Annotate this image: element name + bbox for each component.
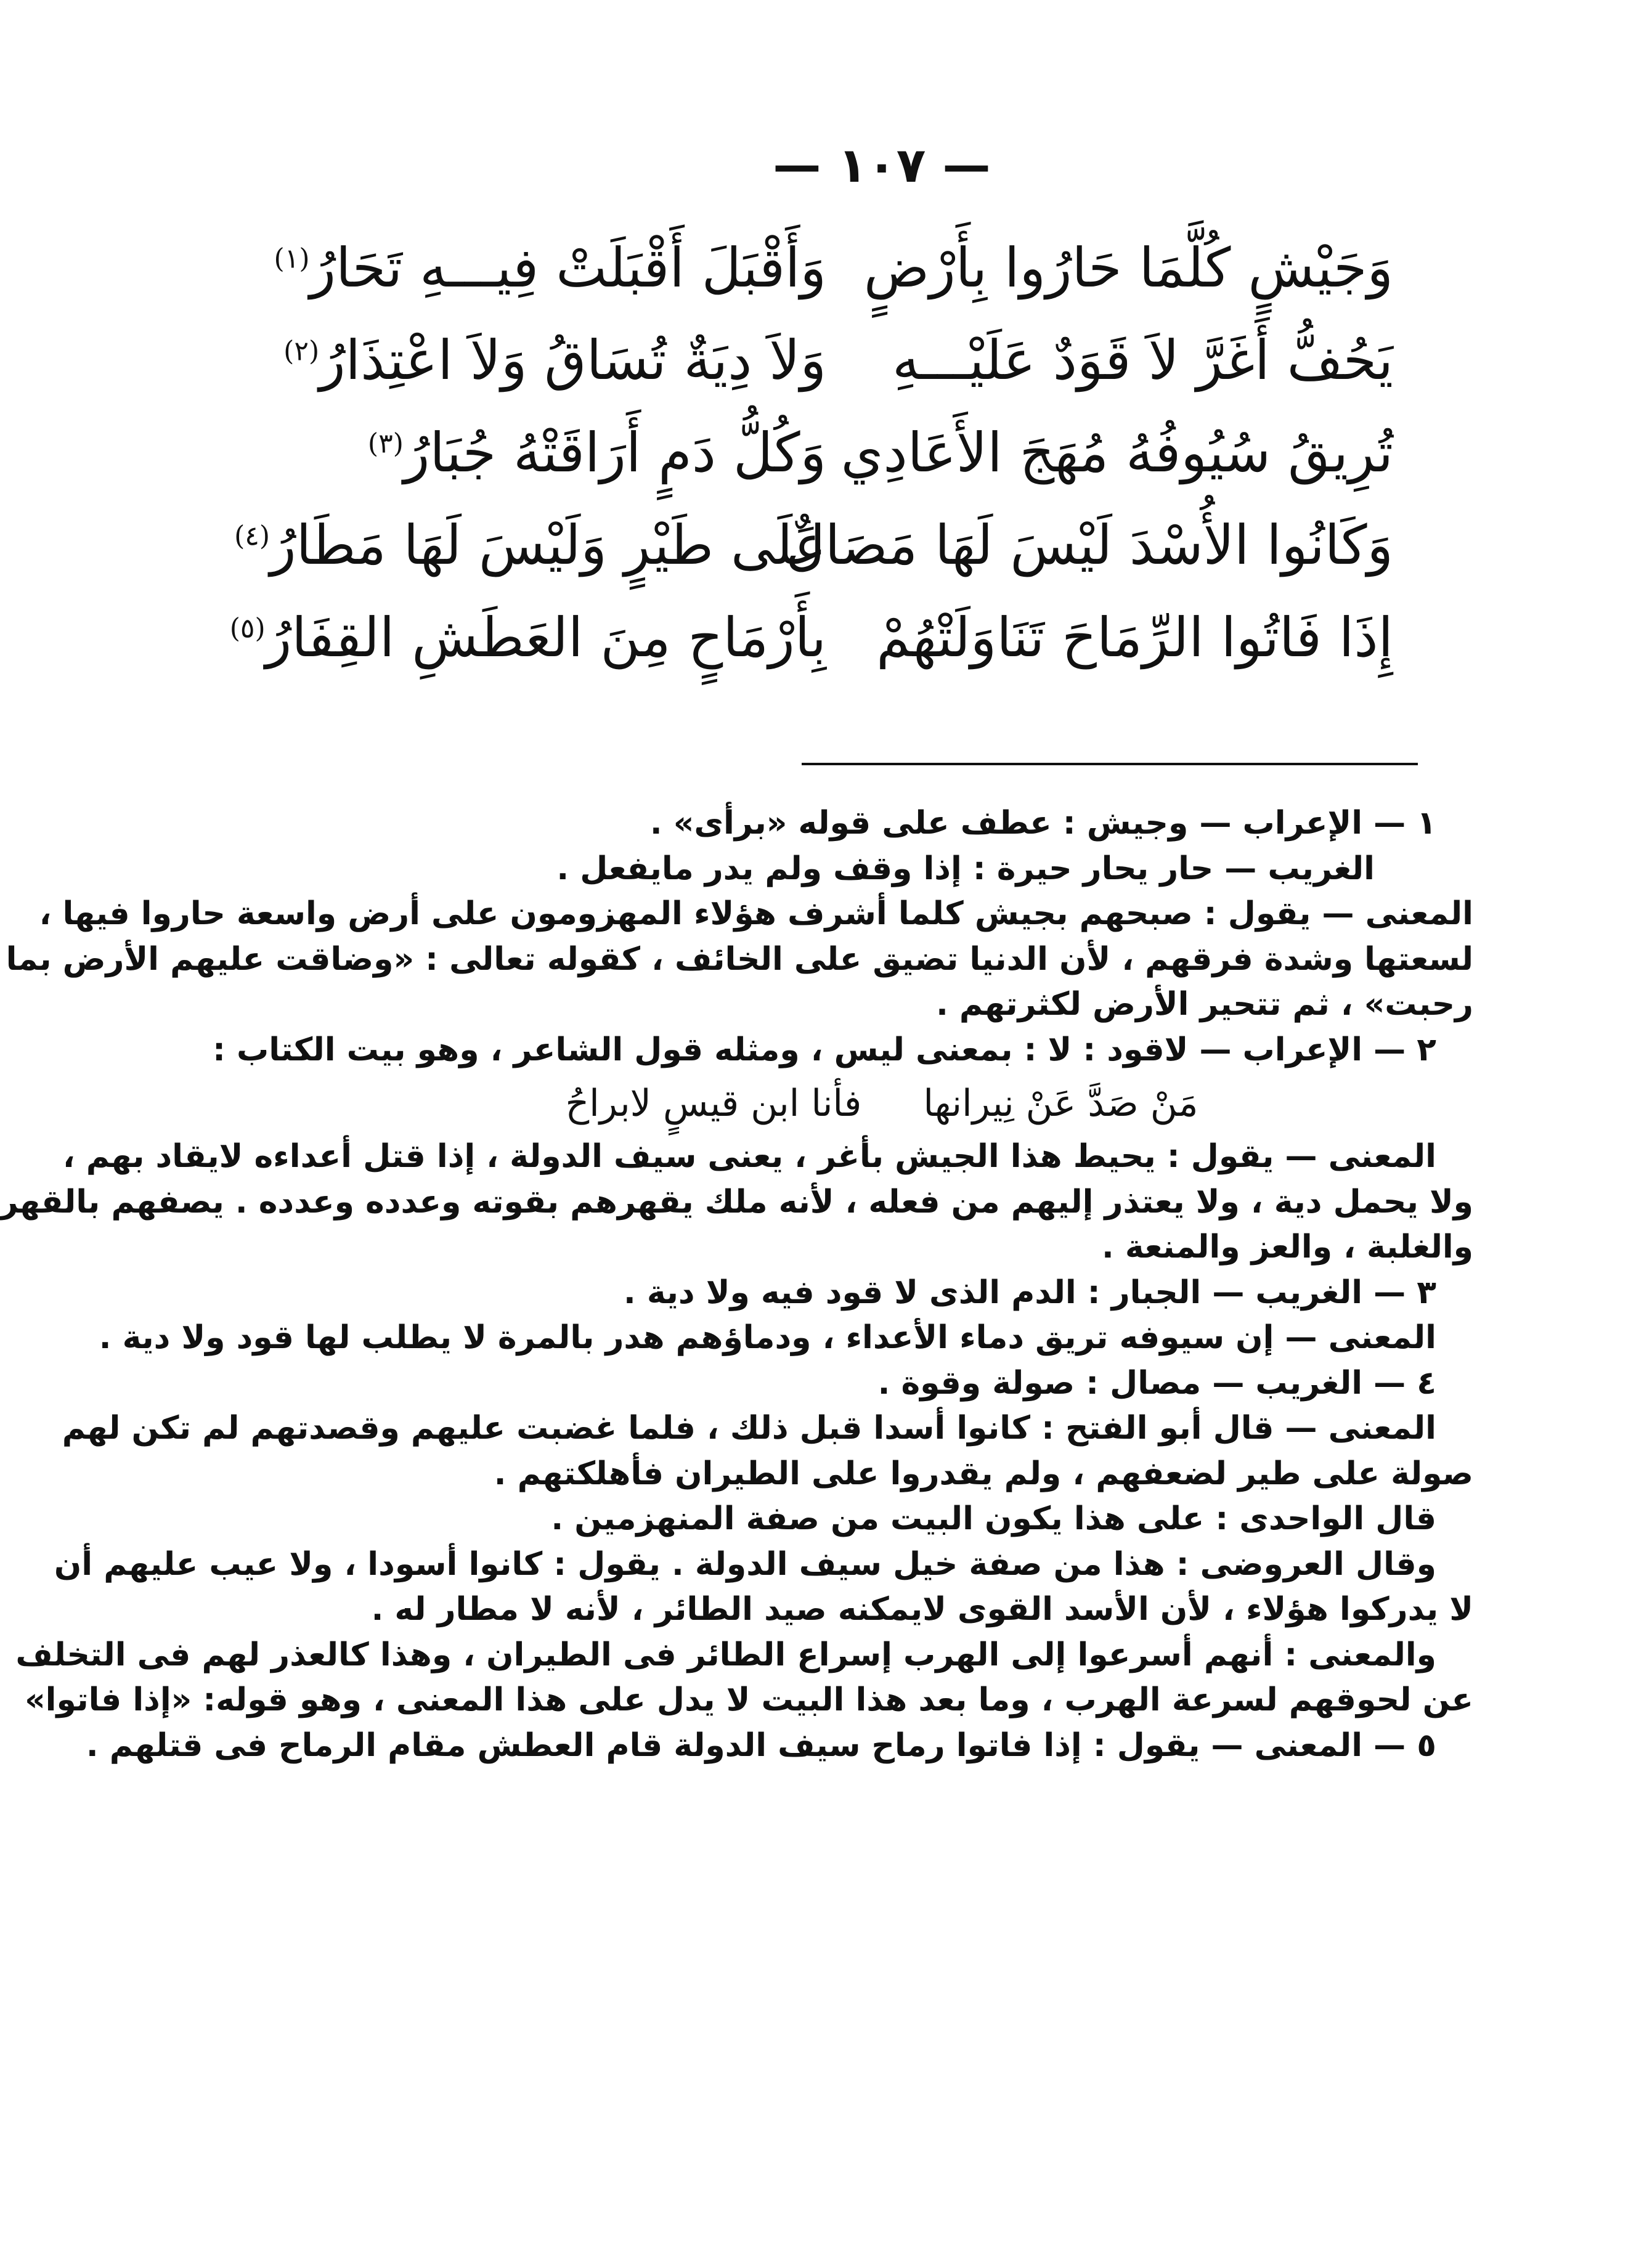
commentary-line: ٢ — الإعراب — لاقود : لا : بمعنى ليس ، ومثله قول الشاعر ، وهو بيت الكتاب : [213, 1031, 1436, 1068]
verse-second-hemistich [229, 606, 826, 669]
verse-first-hemistich: يَحُفُّ أَغَرَّ لاَ قَوَدٌ عَلَيْـــهِ [892, 328, 1393, 392]
verse-second-text: وَأَقْبَلَ أَقْبَلَتْ فِيـــهِ تَحَارُ [309, 236, 826, 299]
commentary-line: ولا يحمل دية ، ولا يعتذر إليهم من فعله ، لأنه ملك يقهرهم بقوته وعدده وعدده . يصفهم بالقهر [0, 1183, 1473, 1221]
footnote-marker: (١) [274, 243, 310, 275]
commentary-line: قال الواحدى : على هذا يكون البيت من صفة المنهزمين . [551, 1500, 1436, 1537]
verse-line [274, 222, 1393, 314]
commentary-line: ٥ — المعنى — يقول : إذا فاتوا رماح سيف الدولة قام العطش مقام الرماح فى قتلهم . [86, 1726, 1436, 1764]
commentary-line: والمعنى : أنهم أسرعوا إلى الهرب إسراع الطائر فى الطيران ، وهذا كالعذر لهم فى التخلف [15, 1636, 1436, 1673]
quoted-verse [290, 1073, 1473, 1134]
verse-first-hemistich: تُرِيقُ سُيُوفُهُ مُهَجَ الأَعَادِي [840, 421, 1393, 484]
quoted-verse-hemistich: مَنْ صَدَّ عَنْ نِيرانها [923, 1082, 1198, 1125]
commentary-line: المعنى — إن سيوفه تريق دماء الأعداء ، ودماؤهم هدر بالمرة لا يطلب لها قود ولا دية . [99, 1319, 1436, 1356]
verse-first-hemistich: إِذَا فَاتُوا الرِّمَاحَ تَنَاوَلَتْهُمْ [876, 606, 1393, 669]
footnote-marker: (٤) [234, 520, 271, 552]
verse-second-text: عَلَى طَيْرٍ وَلَيْسَ لَهَا مَطَارُ [270, 513, 826, 577]
commentary-line: عن لحوقهم لسرعة الهرب ، وما بعد هذا البيت لا يدل على هذا المعنى ، وهو قوله: «إذا فاتوا» [25, 1681, 1473, 1718]
commentary-line: المعنى — قال أبو الفتح : كانوا أسدا قبل ذلك ، فلما غضبت عليهم وقصدتهم لم تكن لهم [62, 1410, 1436, 1447]
verse-second-hemistich [274, 236, 826, 299]
verse-first-hemistich: وَكَانُوا الأُسْدَ لَيْسَ لَهَا مَصَالٌ [785, 513, 1393, 577]
poem-verses [229, 222, 1393, 684]
commentary-line: المعنى — يقول : صبحهم بجيش كلما أشرف هؤلاء المهزومون على أرض واسعة حاروا فيها ، [39, 895, 1473, 932]
commentary-line: لا يدركوا هؤلاء ، لأن الأسد القوى لايمكنه صيد الطائر ، لأنه لا مطار له . [371, 1591, 1473, 1628]
commentary-line: لسعتها وشدة فرقهم ، لأن الدنيا تضيق على الخائف ، كقوله تعالى : «وضاقت عليهم الأرض بما [6, 940, 1473, 978]
commentary-line: والغلبة ، والعز والمنعة . [1102, 1229, 1473, 1266]
verse-second-hemistich [296, 421, 826, 484]
verse-line [283, 314, 1393, 407]
footnote-marker: (٣) [367, 428, 404, 460]
commentary-line: المعنى — يقول : يحيط هذا الجيش بأغر ، يعنى سيف الدولة ، إذا قتل أعداءه لايقاد بهم ، [62, 1138, 1436, 1175]
commentary-line: رحبت» ، ثم تتحير الأرض لكثرتهم . [936, 986, 1473, 1023]
footnote-divider [802, 763, 1418, 765]
verse-second-hemistich [283, 328, 826, 392]
verse-line [296, 407, 1393, 499]
page-number: — ١٠٧ — [773, 138, 991, 193]
commentary-line: ٣ — الغريب — الجبار : الدم الذى لا قود فيه ولا دية . [624, 1274, 1436, 1311]
verse-line [234, 499, 1393, 591]
quoted-verse-hemistich: فأنا ابن قيسٍ لابراحُ [565, 1082, 862, 1125]
commentary-line: ٤ — الغريب — مصال : صولة وقوة . [877, 1364, 1436, 1402]
footnote-marker: (٢) [283, 335, 320, 367]
verse-second-text: وَلاَ دِيَةٌ تُسَاقُ وَلاَ اعْتِذَارُ [319, 328, 826, 392]
commentary-footnotes [0, 801, 1473, 1768]
commentary-line: وقال العروضى : هذا من صفة خيل سيف الدولة . يقول : كانوا أسودا ، ولا عيب عليهم أن [54, 1545, 1436, 1583]
commentary-line: ١ — الإعراب — وجيش : عطف على قوله «برأى» . [649, 805, 1436, 842]
commentary-line: صولة على طير لضعفهم ، ولم يقدروا على الطيران فأهلكتهم . [494, 1455, 1473, 1492]
verse-line [229, 591, 1393, 684]
verse-second-text: بِأَرْمَاحٍ مِنَ العَطَشِ القِفَارُ [265, 606, 826, 669]
verse-second-hemistich [234, 513, 826, 577]
verse-first-hemistich: وَجَيْشٍ كُلَّمَا حَارُوا بِأَرْضٍ [863, 236, 1393, 299]
footnote-marker: (٥) [229, 612, 266, 644]
verse-second-text: وَكُلُّ دَمٍ أَرَاقَتْهُ جُبَارُ [403, 421, 826, 484]
commentary-line: الغريب — حار يحار حيرة : إذا وقف ولم يدر مايفعل . [556, 850, 1375, 887]
